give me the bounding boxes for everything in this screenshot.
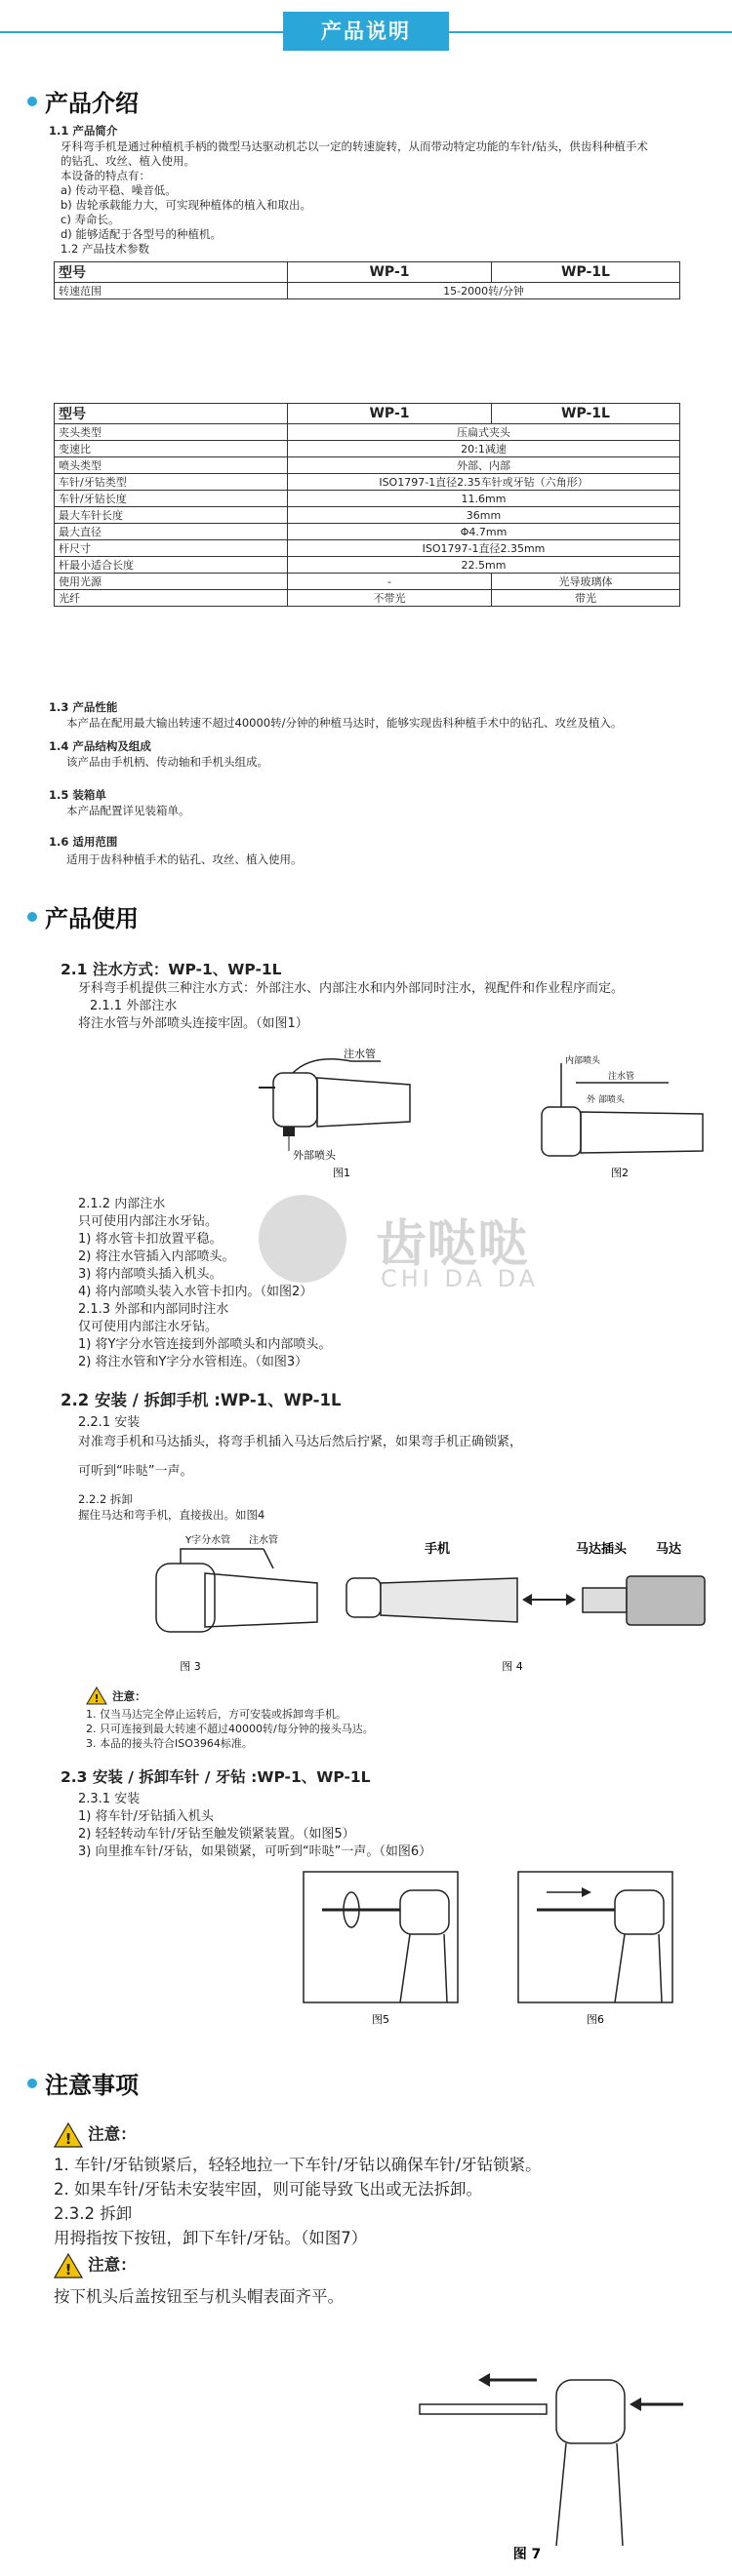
internal-step-3: 3) 将内部喷头插入机头。 [78,1267,223,1282]
table-row [55,540,680,557]
fig2-handpiece-body [581,1112,703,1153]
figure-3-y-splitter [127,1529,322,1676]
table-cell: 不带光 [288,590,492,607]
banner-line-right [449,31,732,33]
banner-line-left [0,31,283,33]
spec-table-speed [54,261,680,299]
table-head-cell: WP-1L [492,262,680,283]
page-title: 产品说明 [283,12,449,51]
bullet-dot-icon [27,97,37,106]
heading-2-2-2: 2.2.2 拆卸 [78,1492,133,1506]
both-step-1: 1) 将Y字分水管连接到外部喷头和内部喷头。 [78,1337,332,1352]
note-block-install [86,1685,146,1705]
fig4-arrow-right-icon [566,1594,576,1605]
section-title-caution: 注意事项 [27,2066,139,2100]
table-row [55,283,680,299]
figure-4-motor-connect [327,1529,712,1676]
fig1-handpiece-body [317,1078,410,1127]
fig3-water-tube [264,1549,273,1568]
svg-text:!: ! [64,2261,72,2279]
heading-2-1: 2.1 注水方式：WP-1、WP-1L [61,961,282,978]
heading-1-2: 1.2 产品技术参数 [61,242,149,256]
table-cell: 22.5mm [288,557,680,574]
fig6-caption: 图6 [587,2013,604,2026]
fig5-handpiece-head [400,1890,449,1934]
spec-table-details [54,403,680,607]
heading-1-3: 1.3 产品性能 [49,700,118,714]
intro-feature-a: a) 传动平稳、噪音低。 [61,183,177,197]
warning-icon [86,1686,107,1705]
figure-1-external-nozzle [254,1044,429,1180]
intro-feature-d: d) 能够适配于各型号的种植机。 [61,227,222,241]
table-cell: 光导玻璃体 [492,574,680,590]
packing-text: 本产品配置详见装箱单。 [66,804,190,817]
heading-2-1-3: 2.1.3 外部和内部同时注水 [78,1302,229,1317]
fig1-water-tube [293,1059,381,1073]
watermark-cn: 齿哒哒 [376,1215,529,1274]
bur-step-1: 1) 将车针/牙钻插入机头 [78,1809,214,1824]
table-row [55,404,680,424]
table-cell: 最大车针长度 [55,507,288,524]
scope-text: 适用于齿科种植手术的钻孔、攻丝、植入使用。 [66,852,303,866]
section-title-usage: 产品使用 [27,899,139,933]
heading-2-2: 2.2 安装 / 拆卸手机 :WP-1、WP-1L [61,1391,342,1409]
table-cell: 喷头类型 [55,457,288,474]
figure-2-internal-nozzle [532,1044,708,1180]
fig4-handpiece-head [346,1578,381,1617]
fig1-label-tube: 注水管 [344,1048,376,1060]
caution-note-title: 注意： [88,2124,137,2144]
figure-7-remove-bur [410,2336,703,2565]
table-row [55,441,680,457]
fig5-caption: 图5 [372,2013,389,2026]
caution-line-2: 2. 如果车针/牙钻未安装牢固，则可能导致飞出或无法拆卸。 [54,2180,483,2199]
table-head-cell: WP-1 [288,262,492,283]
table-head-cell: 型号 [55,262,288,283]
fig2-label-a: 内部喷头 [565,1056,601,1066]
remove-bur-text: 用拇指按下按钮，卸下车针/牙钻。（如图7） [54,2229,368,2247]
fig4-label-c: 马达 [656,1542,682,1557]
bur-step-3: 3) 向里推车针/牙钻，如果锁紧，可听到“咔哒”一声。（如图6） [78,1844,432,1859]
table-row [55,457,680,474]
svg-text:!: ! [94,1692,100,1705]
svg-text:!: ! [64,2130,72,2148]
fig4-motor-plug [583,1588,627,1612]
table-cell: ISO1797-1直径2.35mm [288,540,680,557]
table-cell: Φ4.7mm [288,524,680,540]
internal-step-2: 2) 将注水管插入内部喷头。 [78,1249,235,1264]
watermark-en: CHI DA DA [381,1265,540,1292]
fig1-nozzle [283,1127,295,1136]
note-line-3: 3. 本品的接头符合ISO3964标准。 [86,1737,253,1750]
heading-2-3: 2.3 安装 / 拆卸车针 / 牙钻 :WP-1、WP-1L [61,1768,371,1786]
table-row [55,507,680,524]
fig6-handpiece-body [615,1934,662,2002]
fig1-label-nozzle: 外部喷头 [293,1149,336,1162]
heading-2-2-1: 2.2.1 安装 [78,1415,141,1430]
intro-feature-b: b) 齿轮承载能力大，可实现种植体的植入和取出。 [61,198,311,212]
fig5-frame [304,1872,458,2002]
table-row [55,424,680,441]
heading-1-5: 1.5 装箱单 [49,788,106,802]
table-cell: 压扁式夹头 [288,424,680,441]
caution-note-2 [54,2253,137,2279]
heading-1-6: 1.6 适用范围 [49,835,118,849]
table-cell: 36mm [288,507,680,524]
fig7-arrow-left-icon [478,2373,490,2387]
heading-2-1-2: 2.1.2 内部注水 [78,1197,166,1211]
table-cell: 转速范围 [55,283,288,299]
fig7-handpiece-body [556,2443,623,2546]
intro-paragraph-1: 牙科弯手机是通过种植机手柄的微型马达驱动机芯以一定的转速旋转，从而带动特定功能的车针/钻头，供齿科种植手术 [61,139,648,153]
fig3-label-a: Y字分水管 [185,1535,231,1546]
bur-step-2: 2) 轻轻转动车针/牙钻至触发锁紧装置。（如图5） [78,1827,355,1842]
note-line-2: 2. 只可连接到最大转速不超过40000转/每分钟的接头马达。 [86,1723,374,1735]
table-cell: 变速比 [55,441,288,457]
fig4-label-a: 手机 [425,1542,451,1557]
intro-paragraph-3: 本设备的特点有： [61,169,150,182]
table-cell: 20:1减速 [288,441,680,457]
install-text-1: 对准弯手机和马达插头，将弯手机插入马达后然后拧紧，如果弯手机正确锁紧， [78,1435,523,1449]
heading-1-1: 1.1 产品简介 [49,124,118,138]
warning-icon [54,2253,83,2279]
table-row [55,262,680,283]
both-step-2: 2) 将注水管和Y字分水管相连。（如图3） [78,1355,308,1369]
structure-text: 该产品由手机柄、传动轴和手机头组成。 [66,755,268,769]
elephant-logo-icon [259,1195,346,1283]
performance-text: 本产品在配用最大输出转速不超过40000转/分钟的种植马达时，能够实现齿科种植手术中的钻孔、攻丝及植入。 [66,716,623,730]
table-row [55,474,680,491]
note-title: 注意： [112,1689,146,1703]
bullet-dot-icon [27,912,37,922]
both-water-text: 仅可使用内部注水牙钻。 [78,1320,219,1334]
fig4-motor [627,1576,705,1625]
table-cell: 夹头类型 [55,424,288,441]
caution-line-1: 1. 车针/牙钻锁紧后，轻轻地拉一下车针/牙钻以确保车针/牙钻锁紧。 [54,2156,542,2174]
fig1-caption: 图1 [333,1167,350,1179]
fig3-handpiece-body [205,1573,317,1627]
fig7-press-arrow-icon [630,2398,641,2411]
fig2-handpiece-head [542,1107,581,1156]
caution-line-3: 按下机头后盖按钮至与机头帽表面齐平。 [54,2287,344,2306]
fig3-y-tube [181,1549,264,1564]
fig6-handpiece-head [615,1890,664,1934]
figure-5-rotate-bur [303,1871,459,2027]
table-cell: 杆最小适合长度 [55,557,288,574]
fig4-label-b: 马达插头 [576,1542,628,1557]
table-head-cell: 型号 [55,404,288,424]
intro-feature-c: c) 寿命长。 [61,213,120,226]
table-head-cell: WP-1L [492,404,680,424]
caution-note-title-2: 注意： [88,2255,137,2275]
table-row [55,491,680,507]
table-cell: 车针/牙钻长度 [55,491,288,507]
heading-2-3-1: 2.3.1 安装 [78,1792,141,1806]
table-row [55,590,680,607]
fig5-handpiece-body [400,1934,447,2002]
fig3-label-b: 注水管 [249,1535,278,1546]
fig6-frame [518,1872,672,2002]
heading-2-3-2: 2.3.2 拆卸 [54,2204,133,2223]
table-row [55,574,680,590]
table-cell: 使用光源 [55,574,288,590]
internal-step-1: 1) 将水管卡扣放置平稳。 [78,1232,223,1247]
fig4-caption: 图 4 [502,1660,523,1673]
table-cell: ISO1797-1直径2.35车针或牙钻（六角形） [288,474,680,491]
internal-water-text: 只可使用内部注水牙钻。 [78,1214,219,1229]
external-water-text: 将注水管与外部喷头连接牢固。（如图1） [78,1016,308,1031]
bullet-dot-icon [27,2079,37,2088]
table-cell: 外部、内部 [288,457,680,474]
fig1-handpiece-head [273,1073,317,1127]
fig7-bur [420,2404,547,2414]
internal-step-4: 4) 将内部喷头装入水管卡扣内。（如图2） [78,1285,313,1299]
section-title-intro: 产品介绍 [27,84,139,118]
table-cell: - [288,574,492,590]
heading-1-4: 1.4 产品结构及组成 [49,739,151,753]
fig3-caption: 图 3 [180,1660,201,1673]
warning-icon [54,2122,83,2148]
note-line-1: 1. 仅当马达完全停止运转后，方可安装或拆卸弯手机。 [86,1708,346,1721]
intro-paragraph-2: 的钻孔、攻丝、植入使用。 [61,154,195,168]
install-text-2: 可听到“咔哒”一声。 [78,1464,193,1479]
table-cell: 光纤 [55,590,288,607]
table-cell: 11.6mm [288,491,680,507]
table-head-cell: WP-1 [288,404,492,424]
header-banner [0,0,732,59]
figure-6-push-bur [517,1871,673,2027]
fig7-caption: 图 7 [512,2547,542,2562]
fig2-label-b: 注水管 [608,1072,635,1082]
fig2-label-c: 外 部喷头 [587,1095,625,1105]
caution-note-1 [54,2122,137,2148]
remove-text: 握住马达和弯手机，直接拔出。如图4 [78,1508,265,1522]
fig6-arrow-right-icon [582,1887,591,1897]
table-cell: 最大直径 [55,524,288,540]
table-row [55,524,680,540]
table-cell: 车针/牙钻类型 [55,474,288,491]
water-modes-text: 牙科弯手机提供三种注水方式：外部注水、内部注水和内外部同时注水，视配件和作业程序而定。 [78,981,625,996]
heading-2-1-1: 2.1.1 外部注水 [90,999,178,1013]
table-cell: 带光 [492,590,680,607]
table-cell: 15-2000转/分钟 [288,283,680,299]
table-row [55,557,680,574]
fig4-arrow-left-icon [522,1594,532,1605]
table-cell: 杆尺寸 [55,540,288,557]
fig4-handpiece-body [381,1578,517,1622]
fig7-handpiece-head [556,2380,625,2443]
fig2-caption: 图2 [611,1167,629,1179]
